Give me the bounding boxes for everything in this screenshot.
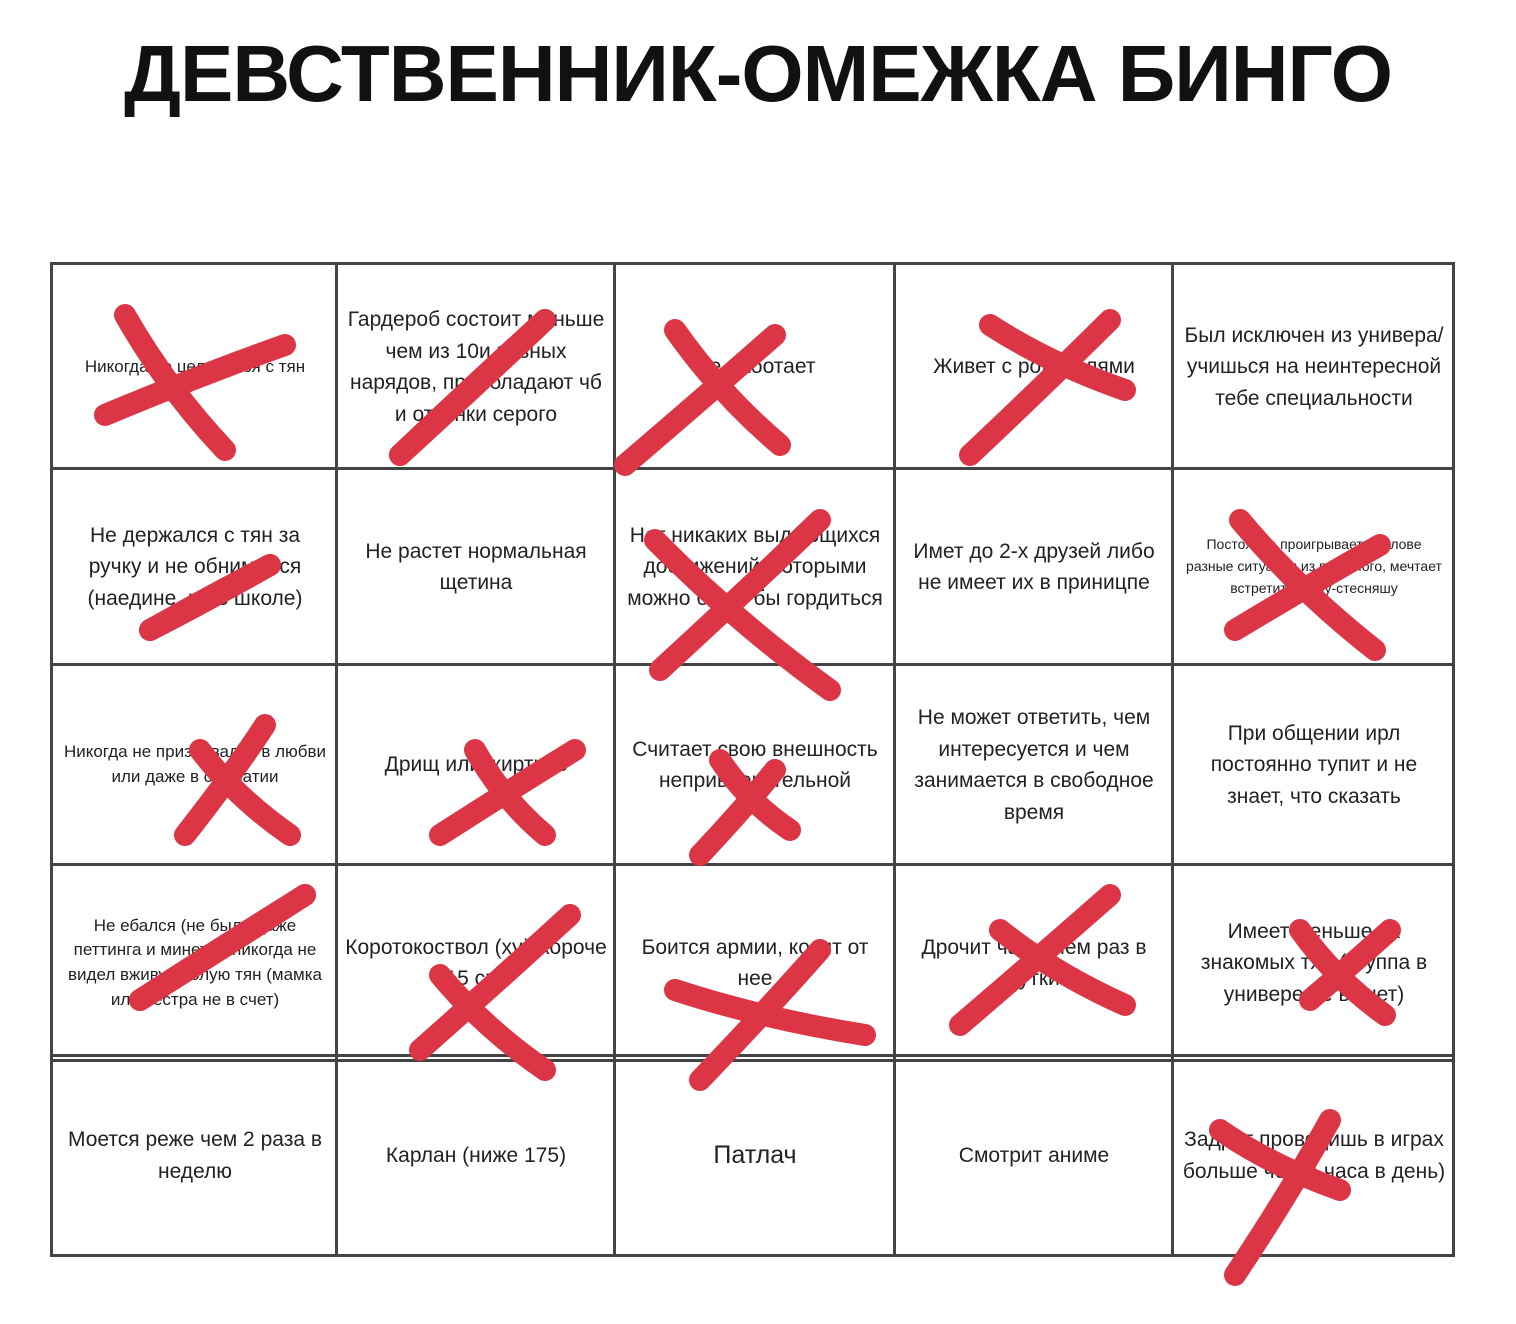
bingo-cell[interactable] bbox=[1173, 665, 1455, 865]
cell-text: Был исключен из универа/учишься на неинтересной тебе специальности bbox=[1184, 323, 1444, 410]
cell-text: Не держался с тян за ручку и не обнимался (наедине, не в школе) bbox=[87, 523, 303, 610]
cell-text: Никогда не признавался в любви или даже в симпатии bbox=[63, 742, 327, 786]
bingo-cell[interactable] bbox=[337, 265, 615, 469]
cell-text: Имеет меньше 2х знакомых тян (группа в универе не в счет) bbox=[1200, 919, 1428, 1006]
cell-text: Не работает bbox=[694, 355, 816, 379]
bingo-cell[interactable] bbox=[53, 665, 337, 865]
cell-text: Не ебался (не было даже петтинга и минета), никогда не видел вживую голую тян (мамка или сестра не в счет) bbox=[68, 915, 322, 1009]
cell-text: Считает свою внешность непривлекательной bbox=[632, 737, 878, 792]
cell-text: Нет никаких выдающихся достижений, которыми можно было бы гордиться bbox=[627, 523, 883, 610]
bingo-cell[interactable] bbox=[615, 265, 895, 469]
cell-text: Патлач bbox=[713, 1140, 797, 1169]
cell-text: Имет до 2-х друзей либо не имеет их в приницпе bbox=[913, 539, 1155, 594]
bingo-cell[interactable] bbox=[337, 865, 615, 1061]
bingo-cell[interactable] bbox=[615, 865, 895, 1061]
cell-text: При общении ирл постоянно тупит и не знает, что сказать bbox=[1210, 721, 1418, 808]
bingo-cell[interactable] bbox=[1173, 265, 1455, 469]
bingo-cell[interactable] bbox=[895, 865, 1173, 1061]
bingo-cell[interactable] bbox=[53, 265, 337, 469]
bingo-grid bbox=[50, 262, 1455, 1057]
bingo-cell[interactable] bbox=[1173, 865, 1455, 1061]
cell-text: Карлан (ниже 175) bbox=[385, 1143, 567, 1167]
cell-text: Живет с родителями bbox=[933, 355, 1135, 379]
cell-text: Боится армии, косит от нее bbox=[641, 935, 869, 990]
page-title: ДЕВСТВЕННИК-ОМЕЖКА БИНГО bbox=[123, 29, 1393, 118]
bingo-cell[interactable] bbox=[1173, 469, 1455, 665]
bingo-cell[interactable] bbox=[53, 1057, 337, 1254]
bingo-cell[interactable] bbox=[337, 469, 615, 665]
bingo-cell[interactable] bbox=[895, 1057, 1173, 1254]
bingo-cell[interactable] bbox=[895, 469, 1173, 665]
cell-text: Гардероб состоит меньше чем из 10и разных нарядов, преобладают чб и оттенки серого bbox=[347, 308, 605, 426]
cell-text: Дрищ или жиртрас bbox=[384, 753, 568, 777]
cell-text: Моется реже чем 2 раза в неделю bbox=[68, 1128, 322, 1183]
bingo-cell[interactable] bbox=[337, 665, 615, 865]
cell-text: Не растет нормальная щетина bbox=[365, 539, 587, 594]
cell-text: Никогда не целовался с тян bbox=[84, 356, 306, 376]
bingo-cell[interactable] bbox=[615, 1057, 895, 1254]
cell-text: Коротокоствол (хуй короче 15 см) bbox=[345, 935, 607, 990]
bingo-cell[interactable] bbox=[53, 469, 337, 665]
bingo-cell[interactable] bbox=[895, 665, 1173, 865]
cell-text: Задрот проводишь в играх больше чем 4 часа в день) bbox=[1182, 1128, 1446, 1183]
cell-text: Смотрит аниме bbox=[958, 1143, 1110, 1167]
bingo-cell[interactable] bbox=[53, 865, 337, 1061]
bingo-grid-last-row bbox=[50, 1057, 1455, 1257]
cell-text: Не может ответить, чем интересуется и чем занимается в свободное время bbox=[914, 706, 1154, 824]
bingo-cell[interactable] bbox=[337, 1057, 615, 1254]
cell-text: Дрочит чаще чем раз в сутки bbox=[921, 935, 1147, 990]
bingo-cell[interactable] bbox=[895, 265, 1173, 469]
cell-text: Постоянно проигрывает в голове разные ситуации из прошлого, мечтает встретить няшу-стесняшу bbox=[1186, 536, 1442, 596]
bingo-cell[interactable] bbox=[615, 665, 895, 865]
bingo-cell[interactable] bbox=[1173, 1057, 1455, 1254]
bingo-cell[interactable] bbox=[615, 469, 895, 665]
